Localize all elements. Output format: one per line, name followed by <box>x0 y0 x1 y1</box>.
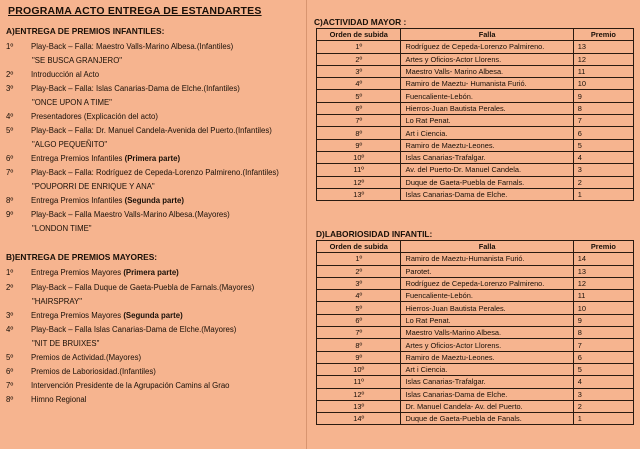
prize-cell: 1 <box>573 188 633 200</box>
falla-cell: Fuencaliente-Lebón. <box>401 290 573 302</box>
laboriosity-table <box>316 240 634 425</box>
column-header: Premio <box>573 29 633 41</box>
item-subtitle: "ONCE UPON A TIME" <box>32 98 112 107</box>
prize-cell: 3 <box>573 164 633 176</box>
section-c-heading: C)ACTIVIDAD MAYOR : <box>314 17 407 27</box>
table-body <box>317 41 634 201</box>
prize-cell: 2 <box>573 176 633 188</box>
falla-cell: Islas Canarias-Trafalgar. <box>401 376 573 388</box>
item-text: Entrega Premios Infantiles (Segunda parte) <box>31 196 184 205</box>
order-cell: 14º <box>317 413 401 425</box>
table-row <box>317 151 634 163</box>
falla-cell: Lo Rat Penat. <box>401 115 573 127</box>
table-row <box>317 339 634 351</box>
falla-cell: Islas Canarias-Trafalgar. <box>401 151 573 163</box>
awards-panel <box>306 0 640 449</box>
prize-cell: 9 <box>573 90 633 102</box>
item-subtitle: "HAIRSPRAY" <box>32 297 83 306</box>
falla-cell: Duque de Gaeta-Puebla de Farnals. <box>401 176 573 188</box>
table-row <box>317 314 634 326</box>
item-text: Himno Regional <box>31 395 87 404</box>
column-header: Falla <box>401 29 573 41</box>
item-number: 5º <box>6 353 14 362</box>
prize-cell: 10 <box>573 78 633 90</box>
prize-cell: 4 <box>573 151 633 163</box>
program-panel <box>0 0 306 449</box>
falla-cell: Artes y Oficios-Actor Llorens. <box>401 339 573 351</box>
order-cell: 11º <box>317 164 401 176</box>
item-number: 8º <box>6 395 14 404</box>
order-cell: 1º <box>317 253 401 265</box>
prize-cell: 13 <box>573 41 633 53</box>
item-subtitle: "ALGO PEQUEÑITO" <box>32 140 108 149</box>
falla-cell: Rodríguez de Cepeda-Lorenzo Palmireno. <box>401 277 573 289</box>
order-cell: 5º <box>317 90 401 102</box>
table-row <box>317 290 634 302</box>
item-text: Intervención Presidente de la Agrupación Camins al Grao <box>31 381 230 390</box>
item-number: 1º <box>6 42 14 51</box>
order-cell: 8º <box>317 127 401 139</box>
item-number: 5º <box>6 126 14 135</box>
column-header: Orden de subida <box>317 241 401 253</box>
table-row <box>317 53 634 65</box>
falla-cell: Duque de Gaeta-Puebla de Fanals. <box>401 413 573 425</box>
falla-cell: Ramiro de Maeztu-Leones. <box>401 351 573 363</box>
item-number: 7º <box>6 381 14 390</box>
activity-table <box>316 28 634 201</box>
item-text: Premios de Actividad.(Mayores) <box>31 353 142 362</box>
column-header: Orden de subida <box>317 29 401 41</box>
item-text: Play-Back – Falla: Islas Canarias-Dama de Elche.(Infantiles) <box>31 84 240 93</box>
prize-cell: 9 <box>573 314 633 326</box>
order-cell: 2º <box>317 265 401 277</box>
order-cell: 12º <box>317 388 401 400</box>
item-number: 2º <box>6 283 14 292</box>
falla-cell: Av. del Puerto-Dr. Manuel Candela. <box>401 164 573 176</box>
prize-cell: 5 <box>573 363 633 375</box>
table-row <box>317 176 634 188</box>
table-row <box>317 388 634 400</box>
item-text: Introducción al Acto <box>31 70 100 79</box>
falla-cell: Rodríguez de Cepeda-Lorenzo Palmireno. <box>401 41 573 53</box>
order-cell: 4º <box>317 78 401 90</box>
falla-cell: Islas Canarias-Dama de Elche. <box>401 388 573 400</box>
falla-cell: Parotet. <box>401 265 573 277</box>
item-subtitle: "LONDON TIME" <box>32 224 92 233</box>
falla-cell: Art i Ciencia. <box>401 127 573 139</box>
table-row <box>317 188 634 200</box>
falla-cell: Ramiro de Maeztu-Leones. <box>401 139 573 151</box>
table-header-row <box>317 241 634 253</box>
column-header: Premio <box>573 241 633 253</box>
prize-cell: 7 <box>573 339 633 351</box>
table-row <box>317 351 634 363</box>
item-text: Presentadores (Explicación del acto) <box>31 112 158 121</box>
falla-cell: Lo Rat Penat. <box>401 314 573 326</box>
section-a-heading: A)ENTREGA DE PREMIOS INFANTILES: <box>6 26 165 36</box>
falla-cell: Dr. Manuel Candela- Av. del Puerto. <box>401 400 573 412</box>
prize-cell: 3 <box>573 388 633 400</box>
item-subtitle: "POUPORRI DE ENRIQUE Y ANA" <box>32 182 155 191</box>
prize-cell: 11 <box>573 290 633 302</box>
order-cell: 7º <box>317 327 401 339</box>
section-b-heading: B)ENTREGA DE PREMIOS MAYORES: <box>6 252 158 262</box>
prize-cell: 5 <box>573 139 633 151</box>
item-text: Play-Back – Falla Maestro Valls-Marino Albesa.(Mayores) <box>31 210 230 219</box>
prize-cell: 1 <box>573 413 633 425</box>
item-text: Play-Back – Falla: Dr. Manuel Candela-Avenida del Puerto.(Infantiles) <box>31 126 272 135</box>
falla-cell: Hierros-Juan Bautista Perales. <box>401 302 573 314</box>
prize-cell: 2 <box>573 400 633 412</box>
item-number: 3º <box>6 84 14 93</box>
item-text: Entrega Premios Mayores (Primera parte) <box>31 268 179 277</box>
order-cell: 3º <box>317 277 401 289</box>
table-row <box>317 90 634 102</box>
order-cell: 9º <box>317 139 401 151</box>
order-cell: 2º <box>317 53 401 65</box>
falla-cell: Islas Canarias-Dama de Elche. <box>401 188 573 200</box>
page-title: PROGRAMA ACTO ENTREGA DE ESTANDARTES <box>8 5 262 17</box>
prize-cell: 4 <box>573 376 633 388</box>
order-cell: 1º <box>317 41 401 53</box>
table-row <box>317 164 634 176</box>
prize-cell: 12 <box>573 277 633 289</box>
table-row <box>317 78 634 90</box>
falla-cell: Ramiro de Maeztu-Humanista Furió. <box>401 253 573 265</box>
item-number: 2º <box>6 70 14 79</box>
table-row <box>317 400 634 412</box>
item-number: 4º <box>6 325 14 334</box>
order-cell: 5º <box>317 302 401 314</box>
item-text: Play-Back – Falla Duque de Gaeta-Puebla de Farnals.(Mayores) <box>31 283 255 292</box>
table-row <box>317 302 634 314</box>
table-row <box>317 115 634 127</box>
prize-cell: 6 <box>573 127 633 139</box>
item-number: 9º <box>6 210 14 219</box>
table-row <box>317 376 634 388</box>
item-text: Play-Back – Falla Islas Canarias-Dama de Elche.(Mayores) <box>31 325 237 334</box>
table-row <box>317 277 634 289</box>
table-row <box>317 265 634 277</box>
table-row <box>317 65 634 77</box>
order-cell: 10º <box>317 363 401 375</box>
order-cell: 8º <box>317 339 401 351</box>
item-subtitle: "NIT DE BRUIXES" <box>32 339 100 348</box>
prize-cell: 14 <box>573 253 633 265</box>
order-cell: 9º <box>317 351 401 363</box>
order-cell: 10º <box>317 151 401 163</box>
order-cell: 12º <box>317 176 401 188</box>
falla-cell: Maestro Valls-Marino Albesa. <box>401 327 573 339</box>
item-number: 6º <box>6 154 14 163</box>
falla-cell: Ramiro de Maeztu- Humanista Furió. <box>401 78 573 90</box>
order-cell: 11º <box>317 376 401 388</box>
table-row <box>317 363 634 375</box>
item-text: Play-Back – Falla: Maestro Valls-Marino Albesa.(Infantiles) <box>31 42 234 51</box>
item-number: 7º <box>6 168 14 177</box>
prize-cell: 6 <box>573 351 633 363</box>
prize-cell: 12 <box>573 53 633 65</box>
prize-cell: 13 <box>573 265 633 277</box>
item-subtitle: "SE BUSCA GRANJERO" <box>32 56 123 65</box>
falla-cell: Artes y Oficios-Actor Llorens. <box>401 53 573 65</box>
order-cell: 6º <box>317 102 401 114</box>
section-d-heading: D)LABORIOSIDAD INFANTIL: <box>316 229 433 239</box>
prize-cell: 11 <box>573 65 633 77</box>
order-cell: 13º <box>317 188 401 200</box>
table-row <box>317 102 634 114</box>
item-text: Entrega Premios Mayores (Segunda parte) <box>31 311 183 320</box>
falla-cell: Fuencaliente-Lebón. <box>401 90 573 102</box>
table-row <box>317 327 634 339</box>
item-text: Play-Back – Falla: Rodríguez de Cepeda-Lorenzo Palmireno.(Infantiles) <box>31 168 279 177</box>
order-cell: 7º <box>317 115 401 127</box>
prize-cell: 8 <box>573 327 633 339</box>
item-number: 3º <box>6 311 14 320</box>
order-cell: 3º <box>317 65 401 77</box>
item-number: 4º <box>6 112 14 121</box>
table-body <box>317 253 634 425</box>
item-number: 6º <box>6 367 14 376</box>
prize-cell: 10 <box>573 302 633 314</box>
item-text: Entrega Premios Infantiles (Primera parte) <box>31 154 181 163</box>
column-header: Falla <box>401 241 573 253</box>
order-cell: 6º <box>317 314 401 326</box>
prize-cell: 7 <box>573 115 633 127</box>
table-row <box>317 139 634 151</box>
table-header-row <box>317 29 634 41</box>
falla-cell: Art i Ciencia. <box>401 363 573 375</box>
prize-cell: 8 <box>573 102 633 114</box>
table-row <box>317 127 634 139</box>
table-row <box>317 41 634 53</box>
table-row <box>317 413 634 425</box>
falla-cell: Maestro Valls- Marino Albesa. <box>401 65 573 77</box>
falla-cell: Hierros-Juan Bautista Perales. <box>401 102 573 114</box>
item-number: 8º <box>6 196 14 205</box>
item-number: 1º <box>6 268 14 277</box>
order-cell: 4º <box>317 290 401 302</box>
table-row <box>317 253 634 265</box>
order-cell: 13º <box>317 400 401 412</box>
item-text: Premios de Laboriosidad.(Infantiles) <box>31 367 156 376</box>
